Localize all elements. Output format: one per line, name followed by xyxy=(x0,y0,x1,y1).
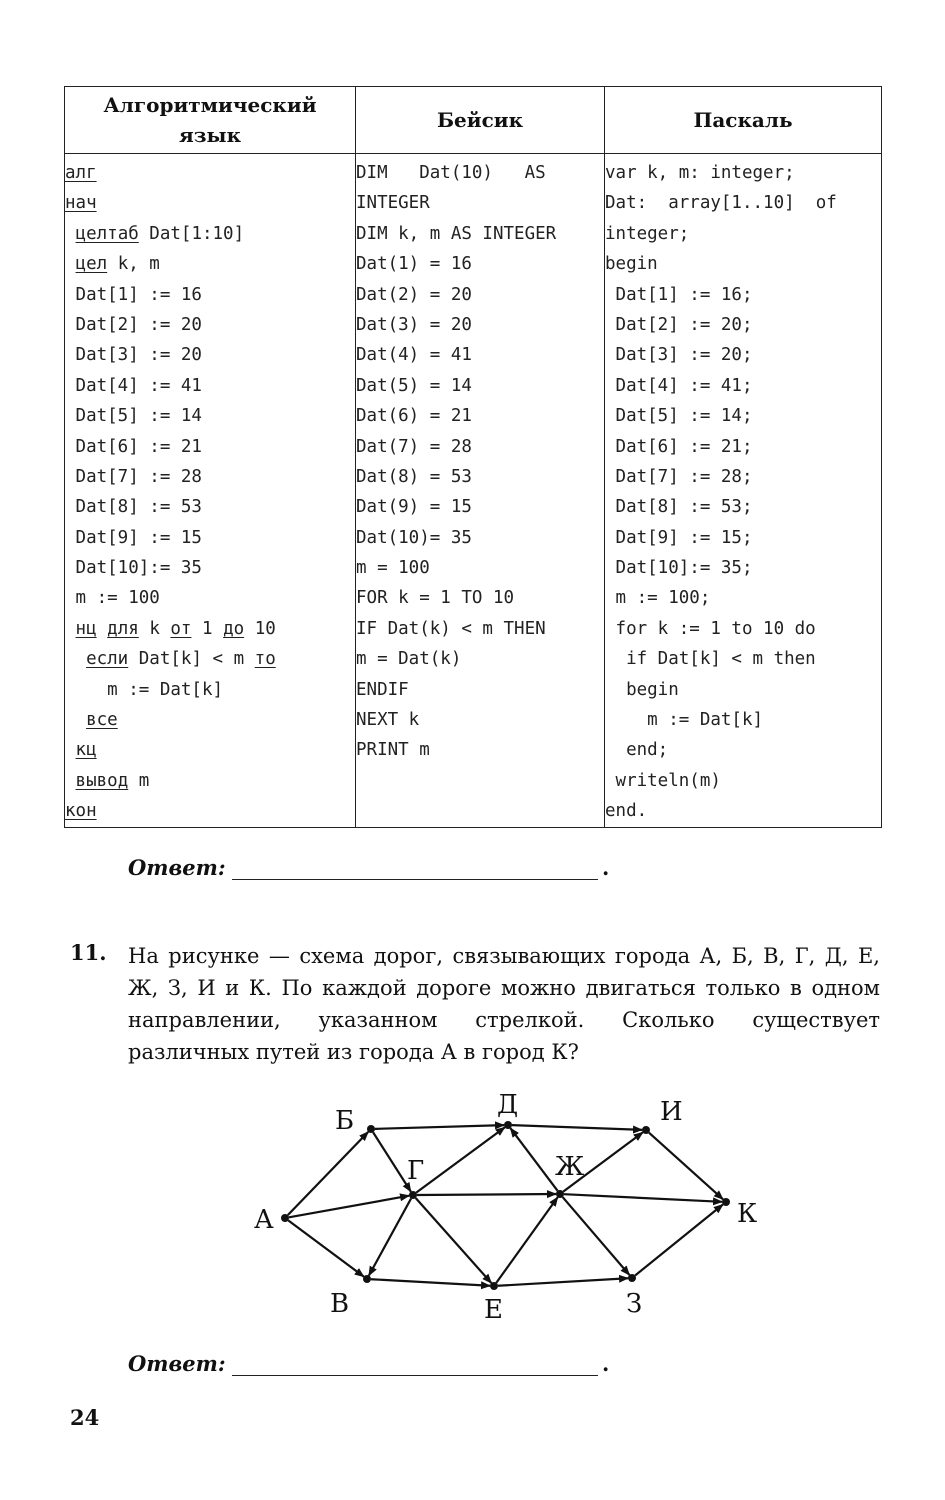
code-line: Dat[2] := 20 xyxy=(65,314,202,335)
code-line: Dat(6) = 21 xyxy=(356,406,472,427)
code-line: Dat(7) = 28 xyxy=(356,436,472,457)
city-node xyxy=(556,1190,564,1198)
code-line: Dat(8) = 53 xyxy=(356,466,472,487)
code-line: Dat[10]:= 35; xyxy=(605,558,753,579)
code-line: Dat[1] := 16 xyxy=(65,284,202,305)
road-Г-Е xyxy=(416,1198,492,1283)
code-line: end. xyxy=(605,801,648,822)
road-Г-Д xyxy=(416,1127,505,1192)
code-line: m = 100 xyxy=(356,558,430,579)
road-Г-В xyxy=(369,1199,411,1276)
code-line: Dat: array[1..10] of xyxy=(605,193,837,214)
code-line: m := Dat[k] xyxy=(65,679,224,700)
city-label: З xyxy=(626,1289,643,1319)
road-И-К xyxy=(649,1133,723,1200)
city-label: Е xyxy=(484,1295,503,1325)
code-line: Dat(1) = 16 xyxy=(356,254,472,275)
code-line: begin xyxy=(605,254,658,275)
road-А-Г xyxy=(289,1196,409,1218)
pascal-code-cell xyxy=(605,154,882,828)
code-line: FOR k = 1 TO 10 xyxy=(356,588,515,609)
code-line: Dat(4) = 41 xyxy=(356,345,472,366)
code-line: var k, m: integer; xyxy=(605,163,795,183)
algorithmic-code-cell xyxy=(65,154,356,828)
code-line: Dat[2] := 20; xyxy=(605,314,753,335)
code-line: Dat[7] := 28; xyxy=(605,466,753,487)
code-line: Dat[5] := 14; xyxy=(605,406,753,427)
city-node xyxy=(642,1126,650,1134)
code-line: Dat[6] := 21 xyxy=(65,436,202,457)
answer-blank[interactable] xyxy=(232,1375,598,1376)
road-Ж-Д xyxy=(510,1128,557,1191)
code-comparison-table xyxy=(64,86,882,828)
city-label: А xyxy=(254,1205,274,1235)
code-line: DIM Dat(10) AS xyxy=(356,163,546,183)
city-label: Ж xyxy=(555,1152,585,1182)
code-line: Dat[6] := 21; xyxy=(605,436,753,457)
road-Б-Д xyxy=(375,1125,504,1129)
code-line: PRINT m xyxy=(356,740,430,761)
code-line: ENDIF xyxy=(356,679,409,700)
code-line: IF Dat(k) < m THEN xyxy=(356,618,546,639)
answer-line-10 xyxy=(128,855,610,880)
code-line: for k := 1 to 10 do xyxy=(605,618,816,639)
code-line: если Dat[k] < m то xyxy=(86,649,276,670)
code-line: if Dat[k] < m then xyxy=(605,649,816,670)
city-label: Б xyxy=(335,1106,355,1136)
code-line: m := 100 xyxy=(65,588,160,609)
road-Е-З xyxy=(498,1278,628,1286)
basic-code-cell xyxy=(356,154,605,828)
code-line: INTEGER xyxy=(356,193,430,214)
answer-label: Ответ: xyxy=(128,855,226,880)
code-line: Dat(2) = 20 xyxy=(356,284,472,305)
road-А-Б xyxy=(288,1132,368,1215)
road-Е-Ж xyxy=(496,1197,557,1282)
city-node xyxy=(281,1214,289,1222)
code-line: алг xyxy=(65,163,97,183)
city-label: В xyxy=(330,1289,350,1319)
code-line: Dat[4] := 41 xyxy=(65,375,202,396)
code-line: Dat[7] := 28 xyxy=(65,466,202,487)
code-line: нач xyxy=(65,193,97,214)
code-line: кон xyxy=(65,801,97,822)
code-line: Dat[9] := 15; xyxy=(605,527,753,548)
code-line: целтаб Dat[1:10] xyxy=(75,223,245,244)
code-line: Dat[1] := 16; xyxy=(605,284,753,305)
code-line: Dat[4] := 41; xyxy=(605,375,753,396)
road-Д-И xyxy=(512,1125,642,1130)
code-line: Dat[8] := 53 xyxy=(65,497,202,518)
road-А-В xyxy=(288,1220,364,1276)
road-Ж-З xyxy=(563,1197,630,1275)
code-line: DIM k, m AS INTEGER xyxy=(356,223,557,244)
road-Ж-К xyxy=(564,1194,722,1202)
header-algorithmic: Алгоритмический язык xyxy=(65,87,356,154)
city-label: И xyxy=(660,1097,683,1127)
header-pascal: Паскаль xyxy=(605,87,882,154)
code-line: integer; xyxy=(605,223,690,244)
code-line: Dat(3) = 20 xyxy=(356,314,472,335)
code-line: цел k, m xyxy=(75,254,160,275)
code-line: writeln(m) xyxy=(605,770,721,791)
task-number: 11. xyxy=(70,940,107,965)
city-node xyxy=(490,1282,498,1290)
code-line: Dat[10]:= 35 xyxy=(65,558,202,579)
road-graph xyxy=(240,1080,780,1330)
code-line: Dat[3] := 20 xyxy=(65,345,202,366)
answer-label: Ответ: xyxy=(128,1351,226,1376)
road-З-К xyxy=(635,1205,723,1276)
code-line: m = Dat(k) xyxy=(356,649,462,670)
code-line: NEXT k xyxy=(356,710,420,731)
code-line: Dat(5) = 14 xyxy=(356,375,472,396)
code-line: m := 100; xyxy=(605,588,711,609)
road-В-Е xyxy=(371,1279,490,1286)
answer-line-11 xyxy=(128,1351,610,1376)
code-line: нц для k от 1 до 10 xyxy=(75,618,276,639)
code-line: Dat[9] := 15 xyxy=(65,527,202,548)
page-number: 24 xyxy=(70,1405,100,1430)
road-Б-Г xyxy=(373,1132,411,1191)
code-line: Dat[3] := 20; xyxy=(605,345,753,366)
code-line: кц xyxy=(75,740,97,761)
city-node xyxy=(367,1125,375,1133)
header-basic: Бейсик xyxy=(356,87,605,154)
task-text: На рисунке — схема дорог, связывающих города А, Б, В, Г, Д, Е, Ж, З, И и К. По каждой дороге можно двигаться только в одном направлении, указанном стрелкой. Сколько существует различных путей из города А в город К? xyxy=(128,944,880,1064)
code-line: Dat[8] := 53; xyxy=(605,497,753,518)
code-line: вывод m xyxy=(75,770,150,791)
code-line: m := Dat[k] xyxy=(605,710,764,731)
answer-blank[interactable] xyxy=(232,879,598,880)
answer-period: . xyxy=(602,855,610,880)
answer-period: . xyxy=(602,1351,610,1376)
city-node xyxy=(722,1198,730,1206)
city-label: К xyxy=(737,1199,758,1229)
city-node xyxy=(504,1121,512,1129)
city-label: Д xyxy=(497,1090,519,1120)
city-node xyxy=(628,1274,636,1282)
code-line: Dat[5] := 14 xyxy=(65,406,202,427)
city-node xyxy=(409,1191,417,1199)
code-line: все xyxy=(86,710,118,731)
city-node xyxy=(363,1275,371,1283)
code-line: end; xyxy=(605,740,669,761)
code-line: Dat(9) = 15 xyxy=(356,497,472,518)
code-line: Dat(10)= 35 xyxy=(356,527,472,548)
city-label: Г xyxy=(407,1156,425,1186)
code-line: begin xyxy=(605,679,679,700)
road-Г-Ж xyxy=(417,1194,556,1195)
